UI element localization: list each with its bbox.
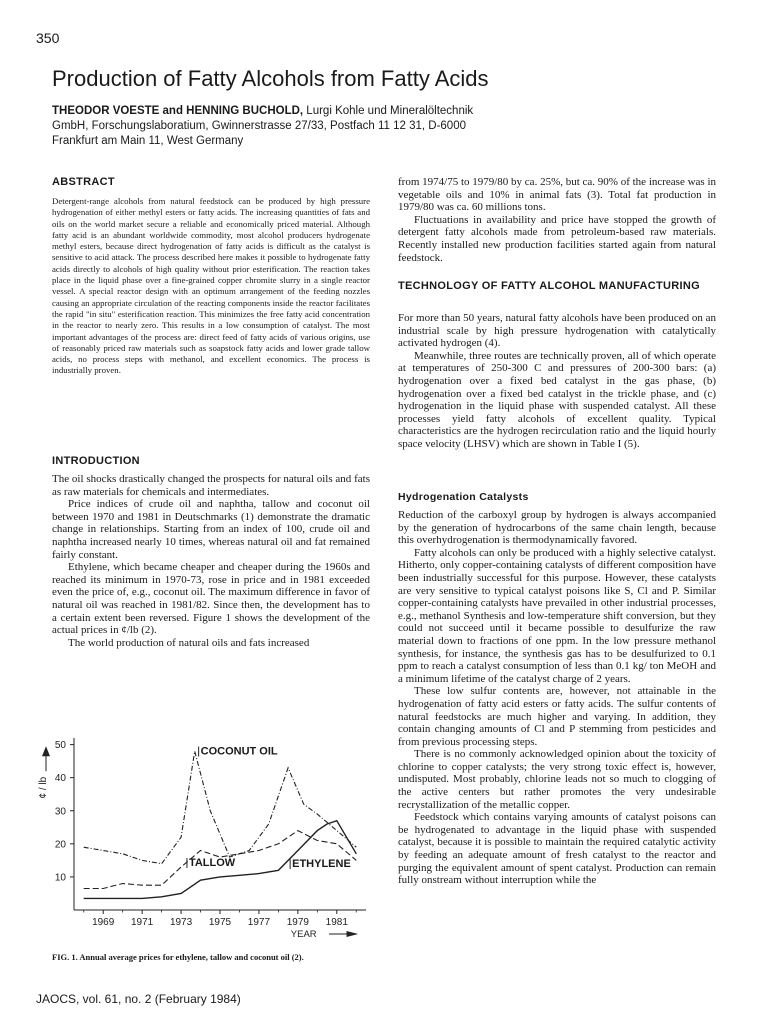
x-tick-label: 1975: [208, 917, 232, 928]
series-annotation: TALLOW: [188, 857, 236, 870]
hydrogenation-paragraph: These low sulfur contents are, however, not attainable in the hydrogenation of fatty acid esters or fatty acids. The sulfur contents of natural feedstocks are much higher and varying. In addition, they contain changing amounts of Cl and P stemming from pesticides and from previous processing steps.: [398, 685, 716, 748]
page-number: 350: [36, 30, 60, 46]
hydrogenation-paragraph: Reduction of the carboxyl group by hydrogen is always accompanied by the generation of hydrocarbons of the same chain length, because this overhydrogenation is thermodynamically favored.: [398, 509, 716, 547]
y-axis-label: ¢ / lb: [38, 776, 49, 799]
hydrogenation-paragraph: Fatty alcohols can only be produced with a highly selective catalyst. Hitherto, only copper-containing catalysts of different composition have been industrially successful for this purpose. However, these catalysts are very sensitive to typical catalyst poisons like S, Cl and P. Similar copper-containing catalysts have prevailed in other industrial processes, e.g., methanol Synthesis and low-temperature shift conversion, but they could not succeed until it became possible to desulfurize the raw material down to fractions of one ppm. In the low pressure methanol synthesis, for instance, the synthesis gas has to be desulfurized to 0.1 ppm to reach a catalyst consumption of less than 0.1 kg/ ton MeOH and a minimum lifetime of the catalyst charge of 2 years.: [398, 546, 716, 685]
x-tick-label: 1981: [325, 917, 348, 928]
chart-series: [84, 751, 357, 898]
technology-paragraph: For more than 50 years, natural fatty alcohols have been produced on an industrial scale by high pressure hydrogenation with catalytically activated hydrogen (4).: [398, 312, 716, 350]
introduction-heading: INTRODUCTION: [52, 455, 140, 467]
right-column-continuation: [398, 176, 716, 264]
technology-paragraph: Meanwhile, three routes are technically proven, all of which operate at temperatures of 250-300 C and pressures of 200-300 bars: (a) hydrogenation over a fixed bed catalyst in the gas phase, (b) hydrogenation over a fixed bed catalyst in the trickle phase, and (c) hydrogenation in the liquid phase with suspended catalyst. All these processes yield fatty alcohols of excellent quality. Typical characteristics are the hydrogen recirculation ratio and the liquid hourly space velocity (LHSV) which are shown in Table I (5).: [398, 349, 716, 450]
author-block: [52, 104, 742, 149]
intro-paragraph: Price indices of crude oil and naphtha, tallow and coconut oil between 1970 and 1981 in Deutschmarks (1) demonstrate the dramatic change in relationships. Starting from an index of 100, crude oil and naphtha increased nearly 10 times, whereas natural oil and fat remained fairly constant.: [52, 498, 370, 561]
affiliation-line-3: Frankfurt am Main 11, West Germany: [52, 135, 244, 147]
hydrogenation-body: [398, 509, 716, 887]
hydrogenation-paragraph: There is no commonly acknowledged opinion about the toxicity of chlorine to copper catalysts; the very strong toxic effect is, however, undisputed. Most probably, chlorine leads not so much to clogging of the active centers but rather promotes the very undesirable recrystallization of the metallic copper.: [398, 748, 716, 811]
series-annotation: COCONUT OIL: [200, 745, 278, 758]
x-tick-label: 1977: [247, 917, 271, 928]
x-tick-label: 1971: [131, 917, 154, 928]
series-line-coconut-oil: [84, 751, 357, 864]
intro-paragraph: Ethylene, which became cheaper and cheaper during the 1960s and reached its minimum in 1970-73, rose in price and in 1981 exceeded even the price of, e.g., coconut oil. The maximum difference in favor of natural oil was reached in 1981/82. Since then, the development has to a certain extent been reversed. Figure 1 shows the development of the actual prices in ¢/lb (2).: [52, 561, 370, 637]
affiliation-line-2: GmbH, Forschungslaboratium, Gwinnerstrasse 27/33, Postfach 11 12 31, D-6000: [52, 120, 466, 132]
intro-paragraph: The oil shocks drastically changed the prospects for natural oils and fats as raw materials for chemicals and intermediates.: [52, 473, 370, 498]
x-tick-label: 1973: [169, 917, 193, 928]
x-tick-label: 1979: [286, 917, 309, 928]
y-tick-label: 20: [54, 839, 66, 851]
hydrogenation-paragraph: Feedstock which contains varying amounts of catalyst poisons can be hydrogenated to advantage in the liquid phase with suspended catalyst, because it is possible to maintain the required catalytic activity by feeding an adequate amount of fresh catalyst to the reactor and purging the equivalent amount of spent catalyst. Production can remain fully onstream without interruption while the: [398, 811, 716, 887]
abstract-heading: ABSTRACT: [52, 176, 115, 188]
y-axis-arrow-head: [42, 746, 50, 756]
y-tick-label: 10: [54, 872, 66, 884]
price-chart: [36, 732, 376, 946]
y-tick-label: 40: [54, 773, 66, 785]
chart-axes: [42, 738, 366, 937]
introduction-body: [52, 473, 370, 649]
y-tick-label: 30: [54, 806, 66, 818]
journal-footer: JAOCS, vol. 61, no. 2 (February 1984): [36, 992, 241, 1006]
paper-title: Production of Fatty Alcohols from Fatty Acids: [52, 66, 489, 91]
abstract-text: Detergent-range alcohols from natural feedstock can be produced by high pressure hydrogenation of either methyl esters or fatty acids. The increasing quantities of fats and oils on the world market secure a reliable and economically priced material. Although fatty acid is an abundant worldwide commodity, most alcohol producers hydrogenate methyl esters, because direct hydrogenation of fatty acids is difficult as the catalyst is sensitive to acid attack. The process described here makes it possible to hydrogenate fatty acids directly to alcohols of high quality without prior esterification. The reaction takes place in the liquid phase over a fine-grained copper chromite slurry in a single reactor vessel. A special reactor design with an optimum arrangement of the feeding nozzles causing an appropriate circulation of the reacting components inside the reactor facilitates the rapid "in situ" esterification reaction. This minimizes the free fatty acid concentration in the reactor to nearly zero. This results in a low consumption of catalyst. The most important advantages of the process are: direct feed of fatty acids of various origins, use of reasonably priced raw materials such as soapstock fatty acids and lower grade tallow acids, no process steps with methanol, and excellent economics. The process is industrially proven.: [52, 196, 370, 376]
affiliation-line-1: Lurgi Kohle und Mineralöltechnik: [303, 105, 474, 117]
technology-heading: TECHNOLOGY OF FATTY ALCOHOL MANUFACTURING: [398, 280, 700, 292]
continuation-paragraph: Fluctuations in availability and price have stopped the growth of detergent fatty alcohols made from petroleum-based raw materials. Recently installed new production facilities started again from natural feedstock.: [398, 213, 716, 264]
x-axis-label: YEAR: [290, 929, 317, 940]
x-axis-arrow-head: [347, 931, 359, 937]
figure-caption: FIG. 1. Annual average prices for ethylene, tallow and coconut oil (2).: [52, 952, 304, 962]
y-tick-label: 50: [54, 740, 66, 752]
continuation-paragraph: from 1974/75 to 1979/80 by ca. 25%, but ca. 90% of the increase was in vegetable oils and 10% in animal fats (3). Total fat production in 1979/80 was ca. 60 millions tons.: [398, 176, 717, 214]
intro-paragraph: The world production of natural oils and fats increased: [68, 636, 310, 649]
technology-body: [398, 312, 716, 451]
author-names: THEODOR VOESTE and HENNING BUCHOLD,: [52, 105, 304, 117]
series-annotation: ETHYLENE: [292, 858, 351, 871]
x-tick-label: 1969: [92, 917, 115, 928]
hydrogenation-catalysts-heading: Hydrogenation Catalysts: [398, 491, 529, 503]
